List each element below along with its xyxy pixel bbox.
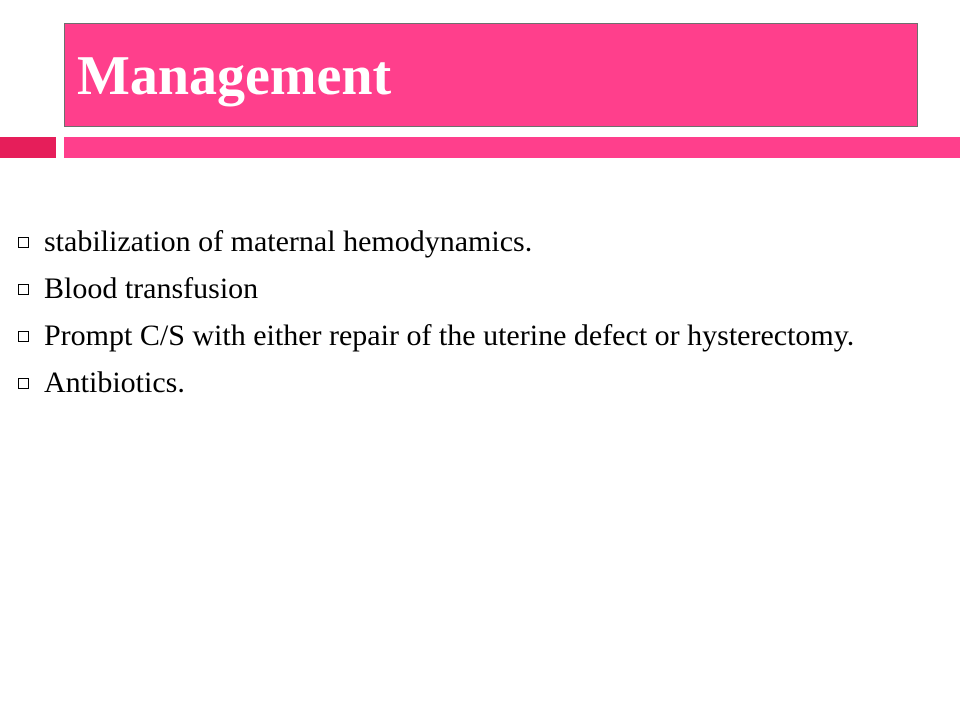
bullet-item: [18, 271, 918, 306]
title-banner: [64, 23, 918, 127]
bullet-item: [18, 224, 918, 259]
bullet-text: stabilization of maternal hemodynamics.: [44, 225, 533, 258]
hollow-square-icon: [18, 378, 29, 389]
hollow-square-icon: [18, 331, 29, 342]
bullet-item: [18, 365, 918, 400]
bullet-list: [18, 224, 918, 412]
bullet-item: [18, 318, 918, 353]
hollow-square-icon: [18, 284, 29, 295]
accent-bar-right: [64, 137, 960, 158]
bullet-text: Antibiotics.: [44, 366, 185, 399]
slide-title: Management: [77, 45, 392, 107]
bullet-text: Prompt C/S with either repair of the uterine defect or hysterectomy.: [44, 319, 855, 352]
accent-bar-left: [0, 137, 56, 158]
hollow-square-icon: [18, 237, 29, 248]
bullet-text: Blood transfusion: [44, 272, 259, 305]
